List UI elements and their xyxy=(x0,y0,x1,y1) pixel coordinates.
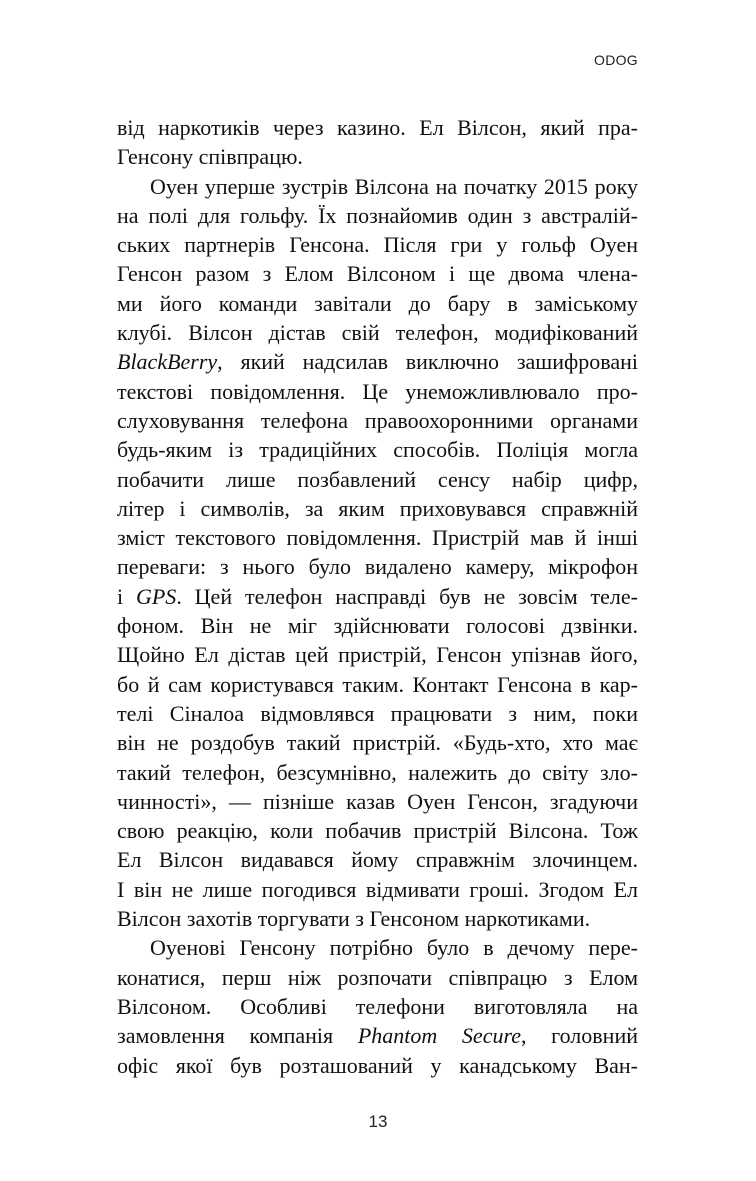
text-segment: Генсону співпрацю. xyxy=(117,144,303,170)
text-line xyxy=(117,1051,638,1080)
text-segment: . Цей телефон насправді був не зовсім теле- xyxy=(176,583,638,609)
text-segment: свою реакцію, коли побачив пристрій Вілсона. Тож xyxy=(117,818,638,844)
text-segment: , головний xyxy=(520,1023,638,1049)
text-line xyxy=(117,904,638,933)
text-segment: , який надсилав виключно зашифровані xyxy=(217,349,638,375)
text-segment: такий телефон, безсумнівно, належить до світу зло- xyxy=(117,759,638,785)
text-segment: текстові повідомлення. Це унеможливлювало про- xyxy=(117,378,638,404)
text-line xyxy=(117,845,638,874)
text-line xyxy=(117,992,638,1021)
text-line xyxy=(117,494,638,523)
text-line xyxy=(117,435,638,464)
text-line xyxy=(117,347,638,376)
text-segment: конатися, перш ніж розпочати співпрацю з Елом xyxy=(117,964,638,990)
text-line xyxy=(117,875,638,904)
text-line xyxy=(117,377,638,406)
text-line xyxy=(117,142,638,171)
text-line xyxy=(117,640,638,669)
text-line xyxy=(117,289,638,318)
italic-term: BlackBerry xyxy=(117,349,218,375)
text-segment: І він не лише погодився відмивати гроші. Згодом Ел xyxy=(117,876,638,902)
text-segment: на полі для гольфу. Їх познайомив один з австралій- xyxy=(117,202,638,228)
text-segment: Вілсон захотів торгувати з Генсоном наркотиками. xyxy=(117,906,591,932)
text-segment: слуховування телефона правоохоронними органами xyxy=(117,407,638,433)
page-number: 13 xyxy=(368,1112,388,1131)
text-segment: побачити лише позбавлений сенсу набір цифр, xyxy=(117,466,638,492)
text-segment: Ел Вілсон видавався йому справжнім злочинцем. xyxy=(117,847,638,873)
text-segment: офіс якої був розташований у канадському Ван- xyxy=(117,1052,638,1078)
text-line xyxy=(117,758,638,787)
text-segment: будь-яким із традиційних способів. Поліція могла xyxy=(117,437,638,463)
text-segment: Оуенові Генсону потрібно було в дечому пере- xyxy=(150,935,638,961)
text-segment: Оуен уперше зустрів Вілсона на початку 2015 року xyxy=(150,173,638,199)
text-line xyxy=(117,552,638,581)
text-segment: ських партнерів Генсона. Після гри у гольф Оуен xyxy=(117,232,638,258)
text-line xyxy=(117,230,638,259)
text-line xyxy=(117,963,638,992)
text-segment: замовлення компанія xyxy=(117,1023,358,1049)
text-line xyxy=(117,787,638,816)
text-line xyxy=(117,582,638,611)
text-segment: Генсон разом з Елом Вілсоном і ще двома члена- xyxy=(117,261,638,287)
text-line xyxy=(117,933,638,962)
text-line xyxy=(117,670,638,699)
text-segment: фоном. Він не міг здійснювати голосові дзвінки. xyxy=(117,613,638,639)
text-segment: переваги: з нього було видалено камеру, мікрофон xyxy=(117,554,638,580)
text-segment: літер і символів, за яким приховувався справжній xyxy=(117,495,638,521)
text-line xyxy=(117,816,638,845)
text-line xyxy=(117,699,638,728)
text-line xyxy=(117,259,638,288)
text-segment: від наркотиків через казино. Ел Вілсон, який пра- xyxy=(117,115,638,140)
body-text xyxy=(117,113,638,1080)
text-line xyxy=(117,318,638,347)
text-segment: чинності», — пізніше казав Оуен Генсон, згадуючи xyxy=(117,788,638,814)
text-line xyxy=(117,201,638,230)
text-segment: бо й сам користувався таким. Контакт Генсона в кар- xyxy=(117,671,638,697)
text-line xyxy=(117,406,638,435)
text-line xyxy=(117,172,638,201)
text-line xyxy=(117,465,638,494)
text-line xyxy=(117,523,638,552)
text-segment: клубі. Вілсон дістав свій телефон, модифікований xyxy=(117,320,638,346)
text-line xyxy=(117,728,638,757)
text-line xyxy=(117,113,638,142)
text-segment: телі Сіналоа відмовлявся працювати з ним, поки xyxy=(117,700,638,726)
text-segment: ми його команди завітали до бару в заміському xyxy=(117,290,638,316)
text-segment: він не роздобув такий пристрій. «Будь-хто, хто має xyxy=(117,730,638,756)
text-line xyxy=(117,1021,638,1050)
text-segment: зміст текстового повідомлення. Пристрій мав й інші xyxy=(117,525,638,551)
text-segment: Вілсоном. Особливі телефони виготовляла на xyxy=(117,993,638,1019)
text-segment: Щойно Ел дістав цей пристрій, Генсон упізнав його, xyxy=(117,642,638,668)
text-line xyxy=(117,611,638,640)
text-segment: і xyxy=(117,583,136,609)
italic-term: GPS xyxy=(135,583,177,609)
italic-term: Phantom Secure xyxy=(357,1023,521,1049)
running-header: ODOG xyxy=(594,52,638,68)
